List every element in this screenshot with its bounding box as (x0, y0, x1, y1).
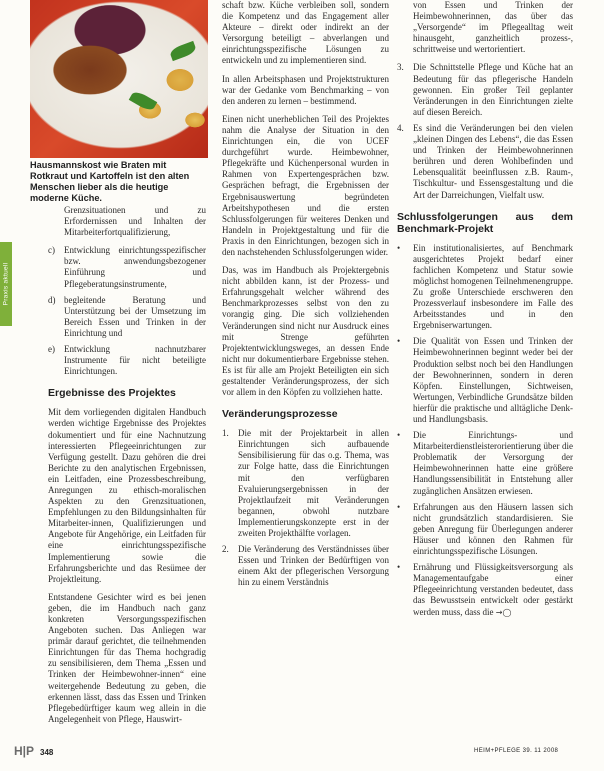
list-item: c) Entwicklung einrichtungsspezifischer bzw. anwendungsbezogener Einführung und Pflegeberatungsinstrumente, (48, 245, 206, 289)
section-heading: Ergebnisse des Projektes (48, 387, 176, 400)
list-item: 1. Die mit der Projektarbeit in allen Einrichtungen sich aufbauende Sensibilisierung für das o.g. Thema, was zur Folge hatte, dass die Einrichtungen mit den verfügbaren Evaluierungsergebnissen in der Projektlaufzeit mit Veränderungen begannen, obwohl nutzbare Implementierungskonzepte erst in der zweiten Projekthälfte vorlagen. (222, 428, 389, 539)
paragraph: von Essen und Trinken der Heimbewohnerinnen, das über das „Versorgende“ im Pflegealltag weit hinausgeht, ganzheitlich prozess-, schrittweise und wertorientiert. (413, 0, 573, 55)
section-tab-label: Praxis aktuell (2, 262, 10, 306)
section-heading: Schlussfolgerungen aus dem Benchmark-Projekt (397, 210, 573, 235)
list-item: e) Entwicklung nachnutzbarer Instrumente für nicht beteiligte Einrichtungen. (48, 344, 206, 377)
bullet-icon: • (397, 501, 401, 512)
paragraph: In allen Arbeitsphasen und Projektstrukturen war der Gedanke vom Benchmarking – von den anderen zu lernen – bestimmend. (222, 73, 389, 106)
page-footer-left (14, 744, 53, 758)
paragraph: Grenzsituationen und zu Erfordernissen und Inhalten der Mitarbeiterfortqualifizierung, (64, 205, 206, 238)
garnish-leaf-icon (129, 89, 158, 112)
paragraph: Einen nicht unerheblichen Teil des Projektes nahm die Analyse der Situation in den Einrichtungen ein, die von UCEF durchgeführt wurde. Heimbewohner, Pflegekräfte und Küchenpersonal wurden in Rahmen von Expertengesprächen bzw. Gesprächen befragt, die Ergebnissen der Ergebnisauswertung begründeten Arbeitshypothesen und die ersten Schlussfolgerungen für weiteres Denken und Handeln in Projektgestaltung und für die Praxis in den Einrichtungen, bezogen sich in den nachstehenden Schlussfolgerungen wider. (222, 113, 389, 257)
list-item: • Ernährung und Flüssigkeitsversorgung als Managementaufgabe einer Pflegeeinrichtung verstanden bedeutet, dass das Bewusstsein entwickelt oder gestärkt werden muss, dass die →◯ (397, 562, 573, 617)
journal-name: HEIM+PFLEGE 39. 11 2008 (474, 748, 559, 754)
list-item: • Erfahrungen aus den Häusern lassen sich nicht grundsätzlich standardisieren. Sie geben Anregung für Überlegungen anderer Häuser und können den Rahmen für einrichtungsspezifische Lösungen. (397, 501, 573, 557)
paragraph: Das, was im Handbuch als Projektergebnis nicht abbilden kann, ist der Prozess- und Erfahrungsgehalt welcher während des Benchmarkprozesses selbst von den zu vorangig ging. Die sich vollziehenden Veränderungen sind nicht nur Ausdruck eines mit Strenge geführten Projektentwicklungsweges, an dessen Ende nicht nur dokumentierbare Ergebnisse stehen. Es ist für alle am Projekt Beteiligten ein sich gestaltender Veränderungsprozess, der sich vor allem in den Köpfen zu vollziehen hatte. (222, 265, 389, 398)
list (397, 62, 573, 200)
paragraph: Mit dem vorliegenden digitalen Handbuch werden wichtige Ergebnisse des Projektes dokumentiert und für eine Nachnutzung interessierten Pflegeeinrichtungen zur Verfügung gestellt. Dazu gehören die drei Berichte zu den analytischen Ergebnissen, ein Leitfaden, eine Prozessbeschreibung, Anregungen zu ethisch-moralischen Aspekten zu den Grenzsituationen, Empfehlungen zu den Bildungsinhalten für Mitarbeiter-innen, Qualifizierungen und Angebote für Angehörige, ein Leitfaden für eine einrichtungsspezifische Implementierung sowie die Erfahrungsberichte und das Resümee der Projektleitung. (48, 407, 206, 584)
photo-caption: Hausmannskost wie Braten mit Rotkraut und Kartoffeln ist den alten Menschen lieber als die heutige moderne Küche. (30, 160, 190, 203)
page-number: 348 (40, 748, 54, 757)
list-item: 3. Die Schnittstelle Pflege und Küche hat an Bedeutung für das pflegerische Handeln gewonnen. Ein großer Teil geplanter Veränderungen in den Einrichtungen zielte auf diesen Bereich. (397, 62, 573, 117)
journal-logo: H|P (14, 744, 35, 758)
list-item: 4. Es sind die Veränderungen bei den vielen „kleinen Dingen des Lebens“, die das Essen und Trinken der Heimbewohnerinnen berühren und deren Wohlbefinden und Lebensqualität beeinflussen z.B. Raum-, Tischkultur- und Essensgestaltung und die Art der Darreichungen, Vielfalt usw. (397, 122, 573, 200)
list-item: • Die Einrichtungs- und Mitarbeiterdienstleisterorientierung über die Problematik der Versorgung der Heimbewohnerinnen hatte eine größere Handlungssensibilität in Entstehung aller zugänglichen Ansätzen erwiesen. (397, 430, 573, 496)
bullet-list (397, 243, 573, 618)
garnish-leaf-icon (169, 41, 198, 61)
paragraph: Entstandene Gesichter wird es bei jenen geben, die im Handbuch nach ganz konkreten Versorgungsspezifischen Angeboten suchen. Das Anliegen war primär darauf gerichtet, die teilnehmenden Einrichtungen für das Thema hochgradig zu sensibilisieren, dem Thema „Essen und Trinken der Heimbewohner-innen“ eine weitergehende Bedeutung zu geben, die erkennen lässt, dass das Essen und Trinken Pflegebedürftiger kaum weg allein in die Angelegenheit von Pflege, Hauswirt- (48, 591, 206, 724)
section-heading: Veränderungsprozesse (222, 408, 338, 421)
bullet-icon: • (397, 242, 401, 253)
list-item: • Die Qualität von Essen und Trinken der Heimbewohnerinnen beginnt weder bei der Produktion selbst noch bei den Handlungen der Bewohnerinnen, sondern in deren Köpfen. Einstellungen, Sichtweisen, Wertungen, Verbindliche Grundsätze bilden hierfür die praktische und alltägliche Denk- und Handlungsbasis. (397, 336, 573, 424)
column-3 (397, 0, 573, 624)
bullet-icon: • (397, 430, 401, 441)
section-tab (0, 242, 12, 326)
list (48, 245, 206, 377)
food-photo (30, 0, 208, 158)
column-2 (222, 0, 389, 595)
bullet-icon: • (397, 336, 401, 347)
paragraph: schaft bzw. Küche verbleiben soll, sondern die Kompetenz und das Engagement aller Akteure – direkt oder indirekt an der Versorgung beteiligt – abverlangen und einrichtungsspezifische Lösungen zu entwickeln und zu implementieren sind. (222, 0, 389, 66)
list (222, 428, 389, 588)
list-item: d) begleitende Beratung und Unterstützung bei der Umsetzung im Bereich Essen und Trinken in der Einrichtung und (48, 294, 206, 338)
column-1 (48, 205, 206, 732)
continue-arrow-icon: →◯ (495, 607, 512, 617)
list-item: • Ein institutionalisiertes, auf Benchmark ausgerichtetes Projekt bedarf einer fachlichen Kompetenz und Statur sowie möglichst homogenen Teilnehmenengruppe. Zu große Unterschiede erschweren den Prozessverlauf insbesondere im Falle des Arbeitsstandes und in den Ergebniserwartungen. (397, 242, 573, 331)
list-item: 2. Die Veränderung des Verständnisses über Essen und Trinken der Bedürftigen von einem Akt der pflegerischen Versorgung hin zu einem Verständnis (222, 544, 389, 588)
bullet-icon: • (397, 562, 401, 573)
